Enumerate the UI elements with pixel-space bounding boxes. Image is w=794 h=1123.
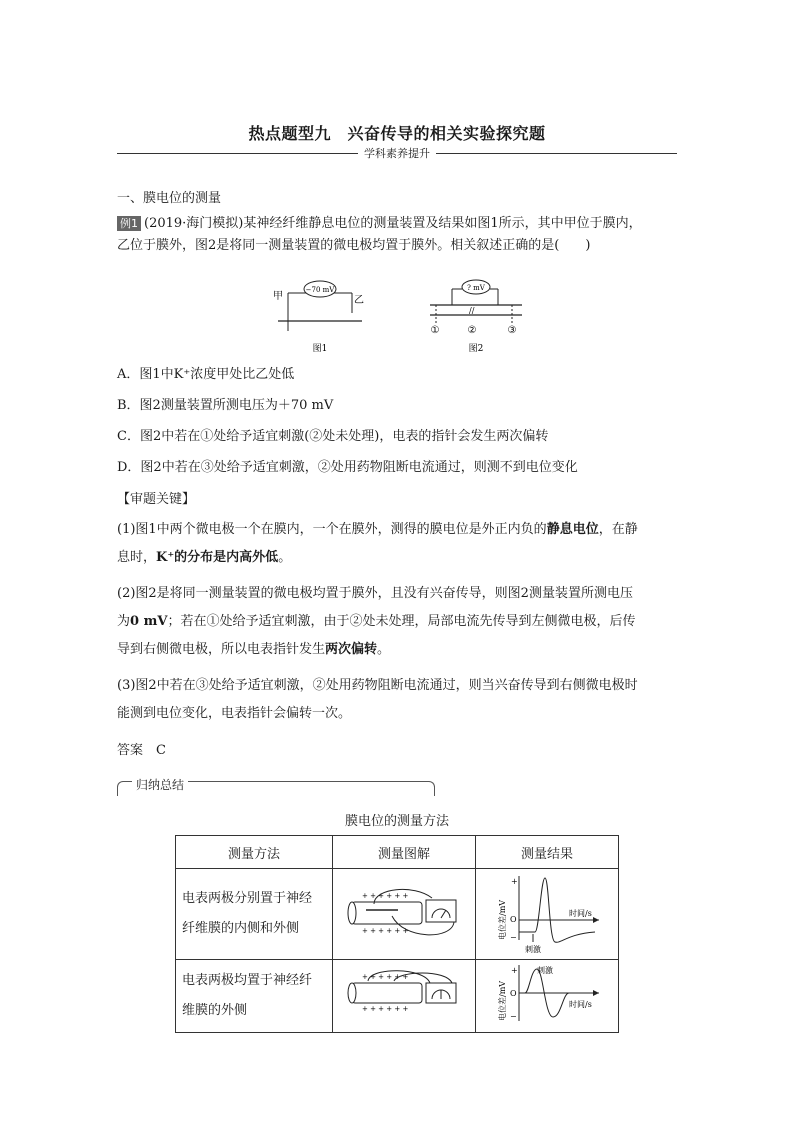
header-result: 测量结果 bbox=[476, 836, 619, 869]
page-title: 热点题型九 兴奋传导的相关实验探究题 bbox=[248, 124, 546, 143]
svg-text:+ + + + + +: + + + + + + bbox=[362, 1005, 409, 1013]
fig2-point-1: ① bbox=[430, 325, 440, 336]
diagram-inside-outside bbox=[334, 870, 474, 954]
option-a: A．图1中K⁺浓度甲处比乙处低 bbox=[117, 367, 295, 382]
table-header-row bbox=[176, 836, 619, 869]
svg-text:时间/s: 时间/s bbox=[569, 909, 592, 918]
svg-text:+: + bbox=[511, 966, 518, 975]
fig2-caption: 图2 bbox=[468, 344, 484, 354]
fig2-point-3: ③ bbox=[507, 325, 517, 336]
method-cell: 电表两极均置于神经纤 维膜的外侧 bbox=[176, 960, 333, 1033]
svg-text:刺激: 刺激 bbox=[537, 966, 553, 975]
diagram-cell bbox=[333, 960, 476, 1033]
diagram-cell bbox=[333, 869, 476, 960]
figure-2 bbox=[422, 275, 532, 355]
option-d: D．图2中若在③处给予适宜刺激，②处用药物阻断电流通过，则测不到电位变化 bbox=[117, 460, 578, 475]
svg-text:+ + + + + +: + + + + + + bbox=[362, 927, 409, 935]
table-row bbox=[176, 960, 619, 1033]
svg-text:电位差/mV: 电位差/mV bbox=[498, 980, 507, 1021]
table-row bbox=[176, 869, 619, 960]
fig1-left-label: 甲 bbox=[273, 291, 283, 302]
graph-action-potential bbox=[477, 870, 617, 954]
svg-text:+: + bbox=[511, 877, 518, 886]
header-diagram: 测量图解 bbox=[333, 836, 476, 869]
method-table bbox=[175, 835, 619, 1033]
fig2-mark: // bbox=[469, 306, 475, 315]
page-subtitle: 学科素养提升 bbox=[0, 145, 794, 161]
header-method: 测量方法 bbox=[176, 836, 333, 869]
svg-text:O: O bbox=[510, 989, 517, 998]
fig2-point-2: ② bbox=[467, 325, 477, 336]
fig1-caption: 图1 bbox=[312, 344, 328, 354]
fig2-meter: ? mV bbox=[467, 284, 485, 292]
method-cell: 电表两极分别置于神经 纤维膜的内侧和外侧 bbox=[176, 869, 333, 960]
key-point-2: (2)图2是将同一测量装置的微电极均置于膜外，且没有兴奋传导，则图2测量装置所测电压 为0 mV；若在①处给予适宜刺激，由于②处未处理，局部电流先传导到左侧微电极，后传 导到右侧微电极，所以电表指针发生两次偏转。 bbox=[117, 586, 636, 657]
svg-text:时间/s: 时间/s bbox=[569, 1000, 592, 1009]
table-caption: 膜电位的测量方法 bbox=[344, 814, 449, 829]
svg-text:刺激: 刺激 bbox=[525, 945, 541, 954]
summary-label: 归纳总结 bbox=[132, 776, 188, 793]
example-question: 例1 (2019·海门模拟)某神经纤维静息电位的测量装置及结果如图1所示，其中甲位于膜内， 乙位于膜外，图2是将同一测量装置的微电极均置于膜外。相关叙述正确的是( ) bbox=[117, 216, 642, 253]
fig1-meter: −70 mV bbox=[305, 286, 335, 294]
fig1-right-label: 乙 bbox=[354, 295, 364, 306]
svg-text:+ + + + + +: + + + + + + bbox=[362, 973, 409, 981]
result-cell bbox=[476, 960, 619, 1033]
option-b: B．图2测量装置所测电压为＋70 mV bbox=[117, 398, 334, 413]
result-cell bbox=[476, 869, 619, 960]
figure-1 bbox=[270, 275, 370, 355]
key-heading: 【审题关键】 bbox=[117, 492, 196, 507]
option-c: C．图2中若在①处给予适宜刺激(②处未处理)，电表的指针会发生两次偏转 bbox=[117, 429, 549, 444]
svg-text:+ + + + + +: + + + + + + bbox=[362, 892, 409, 900]
example-tag: 例1 bbox=[117, 216, 141, 231]
graph-biphasic bbox=[477, 961, 617, 1027]
diagram-outside bbox=[334, 961, 474, 1027]
key-point-1: (1)图1中两个微电极一个在膜内，一个在膜外，测得的膜电位是外正内负的静息电位，在静 息时，K⁺的分布是内高外低。 bbox=[117, 522, 638, 565]
svg-text:O: O bbox=[510, 915, 517, 924]
section-heading: 一、膜电位的测量 bbox=[117, 191, 222, 206]
key-point-3: (3)图2中若在③处给予适宜刺激，②处用药物阻断电流通过，则当兴奋传导到右侧微电极时 能测到电位变化，电表指针会偏转一次。 bbox=[117, 678, 638, 721]
answer: 答案 C bbox=[117, 743, 166, 758]
svg-text:−: − bbox=[510, 933, 517, 942]
svg-text:−: − bbox=[510, 1012, 517, 1021]
svg-text:电位差/mV: 电位差/mV bbox=[498, 899, 507, 940]
